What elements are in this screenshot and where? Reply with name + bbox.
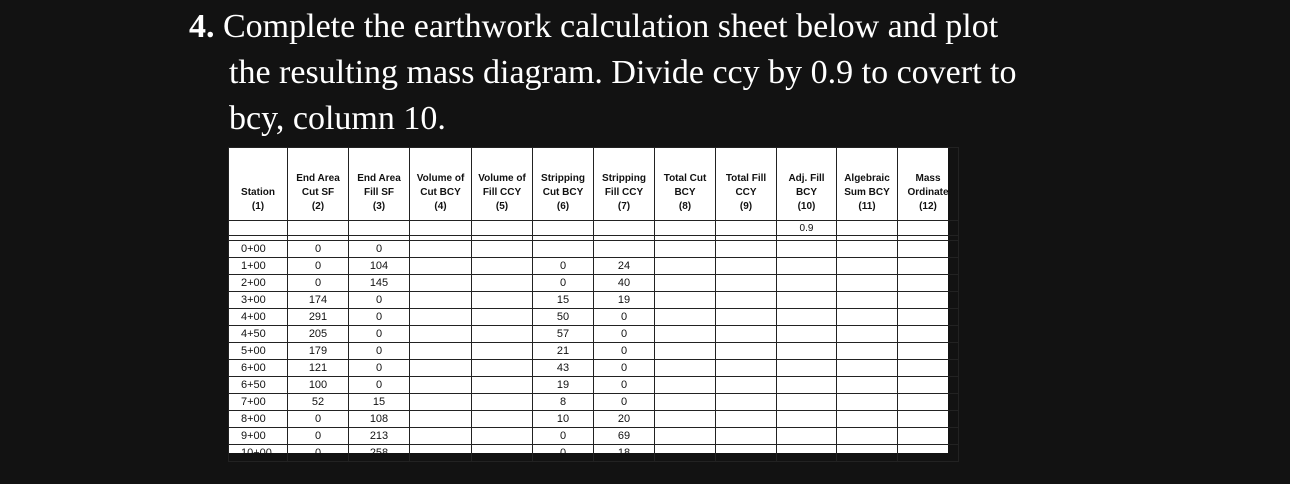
factor-row [229,221,959,236]
column-header-9 [716,148,777,221]
table-row [229,394,959,411]
blank-entry-cell[interactable] [837,411,898,428]
blank-entry-cell[interactable] [777,428,837,445]
table-row [229,343,959,360]
blank-entry-cell[interactable] [716,377,777,394]
station-cell[interactable]: 8+00 [229,411,288,428]
column-header-line: Volume of [416,173,465,184]
table-row [229,445,959,462]
blank-entry-cell[interactable] [837,377,898,394]
cut-cell[interactable]: 174 [288,292,349,309]
fill-cell[interactable]: 213 [349,428,410,445]
blank-entry-cell[interactable] [410,326,472,343]
blank-entry-cell[interactable] [777,258,837,275]
column-header-line: Total Cut [663,173,707,184]
station-cell[interactable]: 10+00 [229,445,288,462]
blank-entry-cell[interactable] [410,360,472,377]
strip_cut-cell[interactable]: 21 [533,343,594,360]
blank-entry-cell[interactable] [472,343,533,360]
column-header-line: (1) [251,201,265,212]
column-header-line: Algebraic [844,173,890,184]
column-header-2 [288,148,349,221]
blank-entry-cell[interactable] [898,428,959,445]
strip_fill-cell[interactable]: 40 [594,275,655,292]
cut-cell[interactable]: 0 [288,241,349,258]
blank-entry-cell[interactable] [777,275,837,292]
blank-entry-cell[interactable] [410,292,472,309]
strip_cut-cell[interactable]: 50 [533,309,594,326]
station-cell[interactable]: 4+00 [229,309,288,326]
column-header-4 [410,148,472,221]
blank-entry-cell[interactable] [472,445,533,462]
table-row [229,377,959,394]
blank-entry-cell[interactable] [410,377,472,394]
blank-entry-cell[interactable] [655,377,716,394]
blank-entry-cell[interactable] [898,258,959,275]
strip_fill-cell[interactable]: 0 [594,309,655,326]
blank-entry-cell[interactable] [777,326,837,343]
table-row [229,428,959,445]
column-header-line: Mass [915,173,941,184]
blank-entry-cell[interactable] [898,343,959,360]
factor-cell [533,221,594,236]
column-header-line [229,172,287,186]
blank-entry-cell[interactable] [777,360,837,377]
earthwork-table [228,147,959,462]
column-header-line: BCY [795,187,818,198]
column-header-line: (9) [739,201,753,212]
column-header-line: CCY [735,187,757,198]
station-cell[interactable]: 7+00 [229,394,288,411]
blank-entry-cell[interactable] [837,394,898,411]
factor-cell [288,221,349,236]
blank-entry-cell[interactable] [777,309,837,326]
column-header-10 [777,148,837,221]
blank-entry-cell[interactable] [472,241,533,258]
column-header-line: Cut SF [301,187,335,198]
blank-entry-cell[interactable] [410,275,472,292]
question-line-2: the resulting mass diagram. Divide ccy by 0.9 to covert to [229,54,1017,91]
table-row [229,360,959,377]
blank-entry-cell[interactable] [472,428,533,445]
question-line-1 [189,4,1269,50]
blank-entry-cell[interactable] [410,343,472,360]
blank-entry-cell[interactable] [898,326,959,343]
strip_fill-cell[interactable]: 0 [594,377,655,394]
fill-cell[interactable]: 0 [349,309,410,326]
table-body [229,241,959,462]
factor-cell [229,221,288,236]
column-header-5 [472,148,533,221]
column-header-line: Cut BCY [420,187,461,198]
column-header-11 [837,148,898,221]
blank-entry-cell[interactable] [837,428,898,445]
column-header-line: Volume of [478,173,526,184]
blank-entry-cell[interactable] [716,428,777,445]
fill-cell[interactable]: 0 [349,241,410,258]
blank-entry-cell[interactable] [655,258,716,275]
column-header-line: BCY [674,187,696,198]
fill-cell[interactable]: 0 [349,360,410,377]
cut-cell[interactable]: 0 [288,275,349,292]
table-row [229,275,959,292]
strip_cut-cell[interactable]: 0 [533,445,594,462]
blank-entry-cell[interactable] [837,275,898,292]
blank-entry-cell[interactable] [837,241,898,258]
blank-entry-cell[interactable] [410,445,472,462]
strip_fill-cell[interactable]: 18 [594,445,655,462]
factor-cell [837,221,898,236]
blank-entry-cell[interactable] [898,377,959,394]
fill-cell[interactable]: 108 [349,411,410,428]
column-header-line: (11) [858,201,876,212]
blank-entry-cell[interactable] [716,309,777,326]
blank-entry-cell[interactable] [716,360,777,377]
cut-cell[interactable]: 0 [288,258,349,275]
blank-entry-cell[interactable] [716,292,777,309]
column-header-line: Fill CCY [482,187,522,198]
blank-entry-cell[interactable] [898,394,959,411]
fill-cell[interactable]: 0 [349,377,410,394]
blank-entry-cell[interactable] [716,411,777,428]
station-cell[interactable]: 5+00 [229,343,288,360]
factor-cell [410,221,472,236]
factor-cell [472,221,533,236]
factor-cell [716,221,777,236]
strip_fill-cell[interactable]: 0 [594,360,655,377]
column-header-line: Sum BCY [844,187,890,198]
cut-cell[interactable]: 179 [288,343,349,360]
column-header-line: Stripping [602,173,646,184]
fill-cell[interactable]: 0 [349,343,410,360]
blank-entry-cell[interactable] [655,275,716,292]
blank-entry-cell[interactable] [472,411,533,428]
blank-entry-cell[interactable] [472,292,533,309]
column-header-line: Adj. Fill [788,173,825,184]
strip_fill-cell[interactable]: 0 [594,326,655,343]
calculation-sheet [228,147,949,459]
table-row [229,292,959,309]
cut-cell[interactable]: 52 [288,394,349,411]
station-cell[interactable]: 9+00 [229,428,288,445]
blank-entry-cell[interactable] [716,343,777,360]
column-header-line: Ordinate [907,187,949,198]
blank-entry-cell[interactable] [472,360,533,377]
table-row [229,241,959,258]
blank-entry-cell[interactable] [777,292,837,309]
fill-cell[interactable]: 0 [349,326,410,343]
blank-entry-cell[interactable] [655,445,716,462]
column-header-8 [655,148,716,221]
blank-entry-cell[interactable] [716,445,777,462]
blank-entry-cell[interactable] [655,343,716,360]
blank-entry-cell[interactable] [777,377,837,394]
blank-entry-cell[interactable] [777,343,837,360]
blank-entry-cell[interactable] [655,428,716,445]
question-number: 4. [189,8,215,45]
blank-entry-cell[interactable] [655,411,716,428]
blank-entry-cell[interactable] [655,394,716,411]
blank-entry-cell[interactable] [472,377,533,394]
blank-entry-cell[interactable] [898,360,959,377]
blank-entry-cell[interactable] [898,445,959,462]
blank-entry-cell[interactable] [472,275,533,292]
column-header-line: End Area [296,173,340,184]
column-header-6 [533,148,594,221]
blank-entry-cell[interactable] [898,275,959,292]
strip_fill-cell[interactable]: 0 [594,343,655,360]
station-cell[interactable]: 3+00 [229,292,288,309]
strip_cut-cell[interactable]: 8 [533,394,594,411]
station-cell[interactable]: 6+00 [229,360,288,377]
cut-cell[interactable]: 0 [288,428,349,445]
strip_fill-cell[interactable]: 24 [594,258,655,275]
blank-entry-cell[interactable] [837,343,898,360]
blank-entry-cell[interactable] [716,275,777,292]
station-cell[interactable]: 2+00 [229,275,288,292]
cut-cell[interactable]: 0 [288,445,349,462]
blank-entry-cell[interactable] [410,394,472,411]
column-header-line: (4) [434,201,447,212]
strip_cut-cell[interactable]: 0 [533,258,594,275]
column-header-line: (10) [797,201,816,212]
strip_cut-cell[interactable]: 57 [533,326,594,343]
blank-entry-cell[interactable] [898,411,959,428]
column-header-1 [229,148,288,221]
blank-entry-cell[interactable] [655,360,716,377]
question-line-3: bcy, column 10. [229,100,446,137]
blank-entry-cell[interactable] [655,326,716,343]
blank-entry-cell[interactable] [716,394,777,411]
table-row [229,309,959,326]
blank-entry-cell[interactable] [410,309,472,326]
question-text [189,4,1269,142]
fill-cell[interactable]: 0 [349,292,410,309]
strip_cut-cell[interactable]: 15 [533,292,594,309]
column-header-12 [898,148,959,221]
factor-cell [349,221,410,236]
blank-entry-cell[interactable] [410,241,472,258]
blank-entry-cell[interactable] [837,326,898,343]
blank-entry-cell[interactable] [837,292,898,309]
strip_cut-cell[interactable]: 0 [533,428,594,445]
blank-entry-cell[interactable] [777,394,837,411]
blank-entry-cell[interactable] [472,258,533,275]
column-header-line: (5) [495,201,509,212]
fill-cell[interactable]: 104 [349,258,410,275]
strip_fill-cell[interactable]: 19 [594,292,655,309]
column-header-3 [349,148,410,221]
blank-entry-cell[interactable] [716,258,777,275]
cut-cell[interactable]: 100 [288,377,349,394]
strip_cut-cell[interactable]: 0 [533,275,594,292]
fill-cell[interactable]: 258 [349,445,410,462]
blank-entry-cell[interactable] [472,309,533,326]
blank-entry-cell[interactable] [837,309,898,326]
station-cell[interactable]: 0+00 [229,241,288,258]
blank-entry-cell[interactable] [837,360,898,377]
column-header-line: Cut BCY [542,187,584,198]
factor-cell [655,221,716,236]
header-row [229,148,959,221]
table-row [229,258,959,275]
station-cell[interactable]: 6+50 [229,377,288,394]
column-header-line: (12) [919,201,937,212]
blank-entry-cell[interactable] [410,428,472,445]
table-row [229,411,959,428]
blank-entry-cell[interactable] [410,258,472,275]
strip_cut-cell[interactable] [533,241,594,258]
blank-entry-cell[interactable] [837,445,898,462]
fill-cell[interactable]: 15 [349,394,410,411]
question-line-1-text: Complete the earthwork calculation sheet below and plot [223,8,999,45]
column-header-line: (8) [678,201,692,212]
column-header-line: Stripping [541,173,585,184]
strip_fill-cell[interactable]: 69 [594,428,655,445]
blank-entry-cell[interactable] [472,394,533,411]
strip_cut-cell[interactable]: 10 [533,411,594,428]
column-header-line: (2) [311,201,325,212]
cut-cell[interactable]: 205 [288,326,349,343]
cut-cell[interactable]: 0 [288,411,349,428]
station-cell[interactable]: 1+00 [229,258,288,275]
column-header-line: Fill CCY [604,187,644,198]
cut-cell[interactable]: 121 [288,360,349,377]
blank-entry-cell[interactable] [716,326,777,343]
blank-entry-cell[interactable] [898,292,959,309]
station-cell[interactable]: 4+50 [229,326,288,343]
column-header-line: (3) [372,201,386,212]
table-row [229,326,959,343]
blank-entry-cell[interactable] [777,445,837,462]
blank-entry-cell[interactable] [898,241,959,258]
strip_fill-cell[interactable]: 0 [594,394,655,411]
blank-entry-cell[interactable] [472,326,533,343]
fill-cell[interactable]: 145 [349,275,410,292]
column-header-line: Station [241,187,275,198]
strip_fill-cell[interactable]: 20 [594,411,655,428]
column-header-line: Fill SF [364,187,394,198]
cut-cell[interactable]: 291 [288,309,349,326]
column-header-7 [594,148,655,221]
column-header-line: (6) [556,201,570,212]
factor-cell [594,221,655,236]
blank-entry-cell[interactable] [777,411,837,428]
column-header-line: Total Fill [725,173,767,184]
blank-entry-cell[interactable] [716,241,777,258]
blank-entry-cell[interactable] [655,292,716,309]
factor-cell [898,221,959,236]
strip_cut-cell[interactable]: 43 [533,360,594,377]
blank-entry-cell[interactable] [655,241,716,258]
blank-entry-cell[interactable] [777,241,837,258]
strip_cut-cell[interactable]: 19 [533,377,594,394]
blank-entry-cell[interactable] [898,309,959,326]
column-header-line: (7) [617,201,631,212]
strip_fill-cell[interactable] [594,241,655,258]
column-header-line: End Area [357,173,401,184]
blank-entry-cell[interactable] [410,411,472,428]
conversion-factor: 0.9 [777,221,837,236]
blank-entry-cell[interactable] [655,309,716,326]
blank-entry-cell[interactable] [837,258,898,275]
